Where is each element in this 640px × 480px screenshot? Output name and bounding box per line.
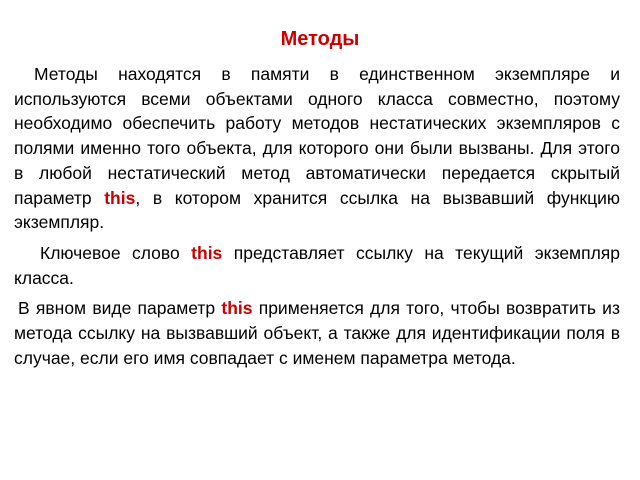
paragraph-text: , в котором хранится ссылка на вызвавший функцию экземпляр. [14,187,620,233]
paragraph-text: применяется для того, чтобы возвратить из метода ссылку на вызвавший объект, а также для идентификации поля в случае, если его имя совпадает с именем параметра метода. [14,298,620,368]
paragraph-text: Ключевое слово [40,242,192,263]
paragraph-explicit-this [14,296,620,370]
keyword-this: this [191,242,223,263]
paragraph-text: В явном виде параметр [18,298,222,319]
slide-body [14,62,620,376]
paragraph-this-keyword [14,241,620,290]
slide-title: Методы [280,28,360,50]
paragraph-text: представляет ссылку на текущий экземпляр класса. [14,242,620,288]
paragraph-methods-memory [14,62,620,235]
keyword-this: this [104,187,136,208]
keyword-this: this [221,298,253,319]
paragraph-text: Методы находятся в памяти в единственном экземпляре и используются всеми объектами одного класса совместно, поэтому необходимо обеспечить работу методов нестатических экземпляров с полями именно того объекта, для которого они были вызваны. Для этого в любой нестатический метод автоматически передается скрытый параметр [14,64,620,208]
